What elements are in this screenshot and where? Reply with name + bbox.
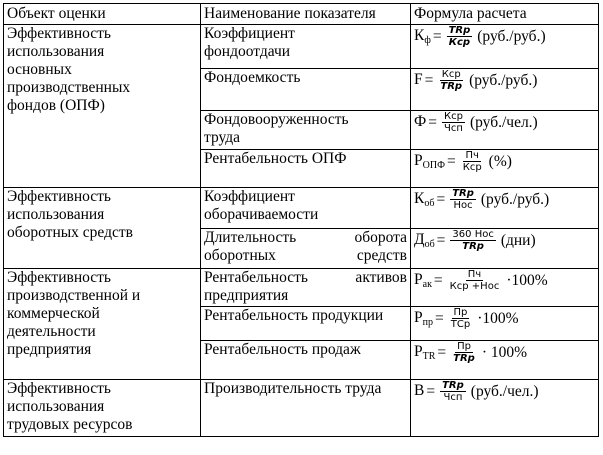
formula-cell [411,269,599,307]
formula-equals: = [436,190,446,208]
header-formula: Формула расчета [411,4,599,25]
object-cell: Эффективность производственной и коммерческой деятельности предприятия [4,269,201,380]
formula-fraction: $\frac{\text{TRр}}{\text{Нос}}$ [452,188,474,211]
header-row [4,4,599,25]
table-row [4,380,599,437]
formula-symbol: В [414,382,425,399]
table-row [4,188,599,229]
formula-unit: (руб./руб.) [469,71,538,89]
formula-symbol: $К_{об}$ [414,190,435,209]
indicator-cell: Производительность труда [201,380,411,437]
formula-fraction: $\frac{\text{TRр}}{\text{Чсп}}$ [442,380,464,403]
formula-symbol: $Р_{пр}$ [414,309,433,328]
formula-unit: ·100% [506,271,548,289]
object-cell: Эффективность использования трудовых ресурсов [4,380,201,437]
formula-symbol: $Р_{ОПФ}$ [414,152,445,171]
table-row [4,25,599,69]
formula-equals: = [433,271,443,289]
formula-equals: = [424,71,434,89]
formula-unit: (руб./руб.) [480,190,550,208]
indicators-table [3,3,599,437]
table-row [4,269,599,307]
formula-cell [411,25,599,69]
formula-unit: (%) [488,152,512,170]
formula-fraction: $\frac{\text{Кср}}{\text{TRр}}$ [440,69,463,92]
indicator-cell: Фондовооруженность труда [201,111,411,150]
formula-unit: (руб./руб.) [477,27,546,45]
formula-unit: ·100% [477,309,519,327]
formula-equals: = [428,113,437,131]
formula-fraction: $\frac{\text{Кср}}{\text{Чсп}}$ [444,111,463,134]
formula-equals: = [436,231,446,249]
formula-symbol: F [414,71,423,88]
indicator-cell: Рентабельность активов предприятия [201,269,411,307]
formula-cell [411,69,599,111]
formula-fraction: $\frac{\text{TRр}}{\text{Кср}}$ [448,25,471,48]
formula-fraction: $\frac{Пч}{\text{Кср}}$ [462,150,482,173]
formula-symbol: $Д_{об}$ [414,231,435,250]
formula-symbol: $Р_{TR}$ [414,343,436,362]
indicator-cell: Фондоемкость [201,69,411,111]
formula-cell [411,188,599,229]
indicator-cell: Рентабельность ОПФ [201,150,411,188]
formula-unit: (руб./чел.) [470,382,539,400]
formula-equals: = [426,382,436,400]
indicator-cell: Рентабельность продукции [201,307,411,341]
indicator-cell: Рентабельность продаж [201,341,411,380]
formula-equals: = [432,27,442,45]
formula-symbol: $Р_{ак}$ [414,271,432,290]
formula-cell [411,380,599,437]
formula-unit: · 100% [481,343,528,361]
indicator-cell: Длительность оборота оборотных средств [201,229,411,269]
formula-equals: = [434,309,444,327]
formula-equals: = [437,343,447,361]
formula-symbol: Ф [414,113,427,130]
formula-unit: (руб./чел.) [469,113,538,131]
object-cell: Эффективность использования оборотных средств [4,188,201,269]
object-cell: Эффективность использования основных производственных фондов (ОПФ) [4,25,201,188]
indicator-cell: Коэффициент оборачиваемости [201,188,411,229]
header-object: Объект оценки [4,4,201,25]
formula-fraction: $\frac{Пр}{\text{ТСр}}$ [450,307,471,330]
formula-equals: = [446,152,456,170]
formula-fraction: $\frac{Пр}{\text{TRр}}$ [453,341,475,364]
formula-unit: (дни) [500,231,536,249]
formula-fraction: $\frac{Пч}{\text{Кср +Нос}}$ [449,269,500,292]
formula-cell [411,111,599,150]
formula-cell [411,229,599,269]
formula-fraction: $\frac{\text{360 Нос}}{\text{TRр}}$ [452,229,494,252]
indicator-cell: Коэффициент фондоотдачи [201,25,411,69]
header-indicator: Наименование показателя [201,4,411,25]
formula-symbol: $К_ф$ [414,27,431,46]
formula-cell [411,150,599,188]
formula-cell [411,341,599,380]
formula-cell [411,307,599,341]
